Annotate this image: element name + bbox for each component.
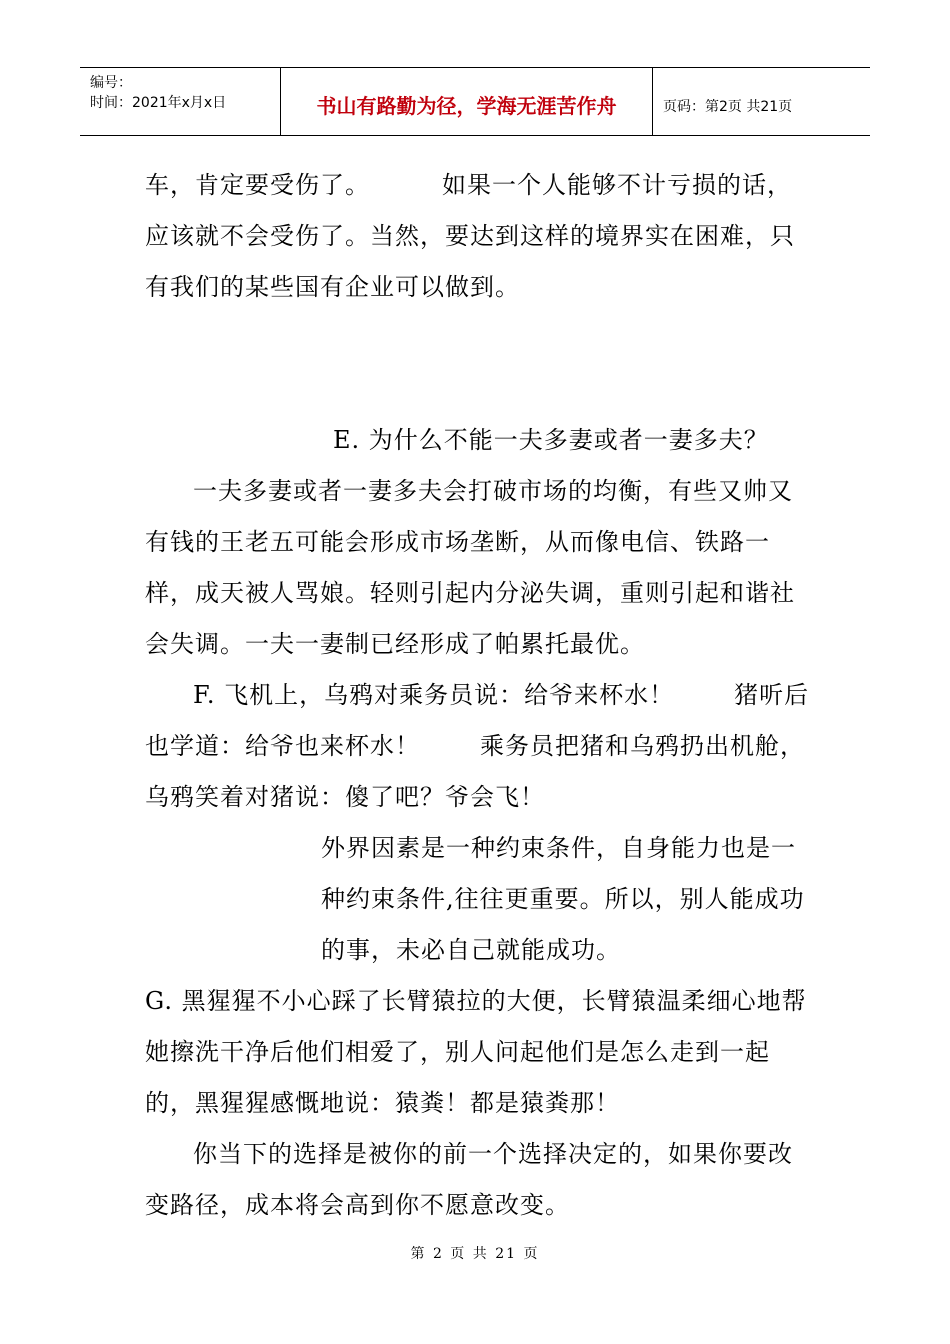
section-f-moral: 外界因素是一种约束条件，自身能力也是一种约束条件,往往更重要。所以，别人能成功的事，未必自己就能成功。 [321, 834, 805, 964]
document-body [145, 160, 815, 1231]
header-page-info: 页码：第2页 共21页 [663, 98, 793, 115]
section-g-joke: G. 黑猩猩不小心踩了长臂猿拉的大便，长臂猿温柔细心地帮她擦洗干净后他们相爱了，别人问起他们是怎么走到一起的，黑猩猩感慨地说：猿粪！都是猿粪那！ [145, 987, 807, 1117]
paragraph-1 [145, 160, 815, 313]
paragraph-1-rest: 如果一个人能够不计亏损的话，应该就不会受伤了。当然，要达到这样的境界实在困难，只有我们的某些国有企业可以做到。 [145, 171, 795, 301]
page-footer: 第 2 页 共 21 页 [410, 1246, 540, 1262]
header-motto: 书山有路勤为径，学海无涯苦作舟 [281, 68, 653, 135]
section-g-moral: 你当下的选择是被你的前一个选择决定的，如果你要改变路径，成本将会高到你不愿意改变。 [145, 1140, 793, 1219]
paragraph-1-start: 车，肯定要受伤了。 [145, 171, 370, 199]
section-e-body: 一夫多妻或者一妻多夫会打破市场的均衡，有些又帅又有钱的王老五可能会形成市场垄断，从而像电信、铁路一样，成天被人骂娘。轻则引起内分泌失调，重则引起和谐社会失调。一夫一妻制已经形成了帕累托最优。 [145, 477, 795, 658]
number-label: 编号： [90, 75, 132, 91]
section-f-joke [145, 670, 815, 823]
document-header [80, 67, 870, 136]
header-meta-cell [80, 68, 281, 135]
section-e-title: E. 为什么不能一夫多妻或者一妻多夫？ [333, 426, 769, 454]
section-f-line-1: F. 飞机上，乌鸦对乘务员说：给爷来杯水！ [193, 681, 675, 709]
date-label: 时间：2021年x月x日 [90, 95, 227, 111]
section-f-line-3: 乘务员把猪和乌鸦扔出机舱，乌鸦笑着对猪说：傻了吧？爷会飞！ [145, 732, 805, 811]
section-f-line-2: 猪听后也学道：给爷也来杯水！ [145, 681, 810, 760]
